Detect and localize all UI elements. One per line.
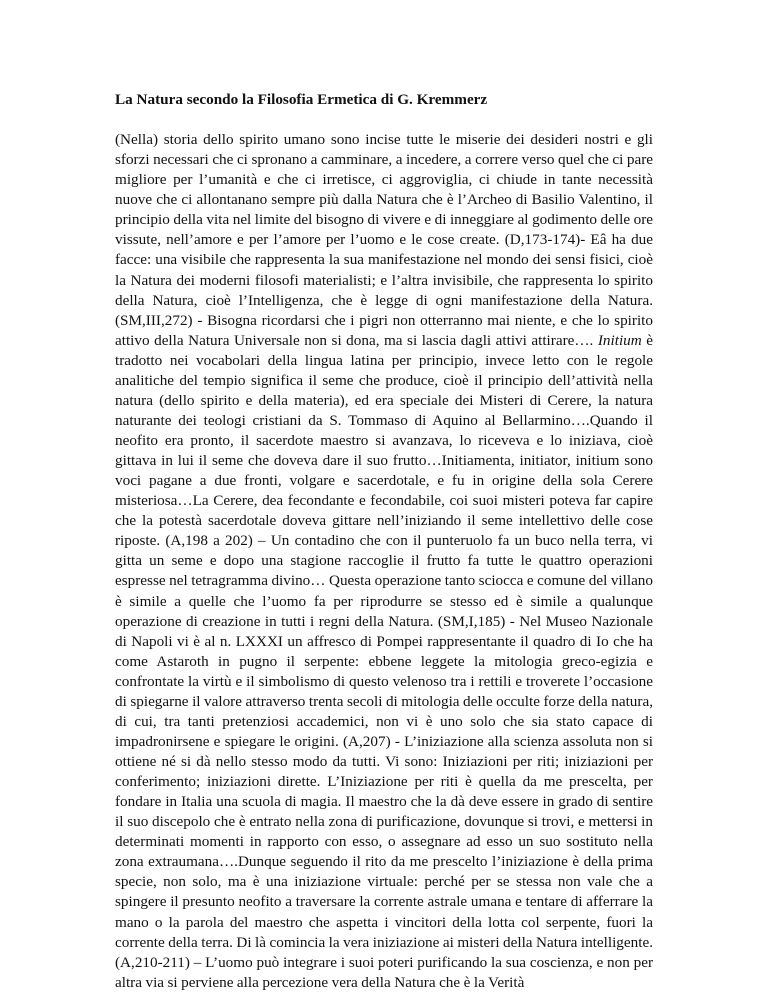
paragraph-text-part2: è tradotto nei vocabolari della lingua latina per principio, invece letto con le regole analitiche del tempio significa il seme che produce, cioè il principio dell’attività nella natura (dello spirito e della materia), ed era speciale dei Misteri di Cerere, la natura naturante dei teologi cristiani da S. Tommaso di Aquino al Bellarmino….Quando il neofito era pronto, il sacerdote maestro si avanzava, lo riceveva e lo iniziava, cioè gittava in lui il seme che doveva dare il suo frutto…Initiamenta, initiator, initium sono voci pagane a due fronti, volgare e sacerdotale, e fu in origine della sola Cerere misteriosa…La Cerere, dea fecondante e fecondabile, coi suoi misteri poteva far capire che la potestà sacerdotale doveva gittare nell’iniziando il seme intellettivo delle cose riposte. (A,198 a 202) – Un contadino che con il punteruolo fa un buco nella terra, vi gitta un seme e dopo una stagione raccoglie il frutto fa tutte le quattro operazioni espresse nel tetragramma divino… Questa operazione tanto sciocca e comune del villano è simile a quelle che l’uomo fa per riprodurre se stesso ed è simile a qualunque operazione di creazione in tutti i regni della Natura. (SM,I,185) - Nel Museo Nazionale di Napoli vi è al n. LXXXI un affresco di Pompei rappresentante il quadro di Io che ha come Astaroth in pugno il serpente: ebbene leggete la mitologia greco-egizia e confrontate la virtù e il simbolismo di questo velenoso tra i rettili e troverete l’occasione di spiegarne il valore attraverso trenta secoli di mitologia delle occulte forze della natura, di cui, tra tanti pretenziosi accademici, non vi è uno solo che sia stato capace di impadronirsene e spiegare le origini. (A,207) - L’iniziazione alla scienza assoluta non si ottiene né si dà nello stesso modo da tutti. Vi sono: Iniziazioni per riti; iniziazioni per conferimento; iniziazioni dirette. L’Iniziazione per riti è quella da me prescelta, per fondare in Italia una scuola di magia. Il maestro che la dà deve essere in grado di sentire il suo discepolo che è entrato nella zona di purificazione, dovunque si trovi, e mettersi in determinati momenti in rapporto con esso, o assegnare ad esso un suo sostituto nella zona extraumana….Dunque seguendo il rito da me prescelto l’iniziazione è della prima specie, non solo, ma è una iniziazione virtuale: perché per se stessa non vale che a spingere il presunto neofito a traversare la corrente astrale umana e tentare di afferrare la mano o la parola del maestro che aspetta i vincitori della lotta col serpente, fuori la corrente della terra. Di là comincia la vera iniziazione ai misteri della Natura intelligente. (A,210-211) – L’uomo può integrare i suoi poteri purificando la sua coscienza, e non per altra via si perviene alla percezione vera della Natura che è la Verità <box>115 331 653 991</box>
document-title: La Natura secondo la Filosofia Ermetica di G. Kremmerz <box>115 91 488 108</box>
paragraph-text-part1: (Nella) storia dello spirito umano sono incise tutte le miserie dei desideri nostri e gli sforzi necessari che ci spronano a camminare, a incedere, a correre verso quel che ci pare migliore per l’umanità e che ci irretisce, ci aggroviglia, ci chiude in tante necessità nuove che ci allontanano sempre più dalla Natura che è l’Archeo di Basilio Valentino, il principio della vita nel limite del bisogno di vivere e di inneggiare al godimento delle ore vissute, nell’amore e per l’amore per l’uomo e le cose create. (D,173-174)- Eâ ha due facce: una visibile che rappresenta la sua manifestazione nel mondo dei sensi fisici, cioè la Natura dei moderni filosofi materialisti; e l’altra invisibile, che rappresenta lo spirito della Natura, cioè l’Intelligenza, che è legge di ogni manifestazione della Natura. (SM,III,272) - Bisogna ricordarsi che i pigri non otterranno mai niente, e che lo spirito attivo della Natura Universale non si dona, ma si lascia dagli attivi attirare…. <box>115 131 653 349</box>
paragraph-italic-term: Initium <box>597 331 642 349</box>
document-page <box>115 90 653 993</box>
document-paragraph <box>115 130 653 993</box>
